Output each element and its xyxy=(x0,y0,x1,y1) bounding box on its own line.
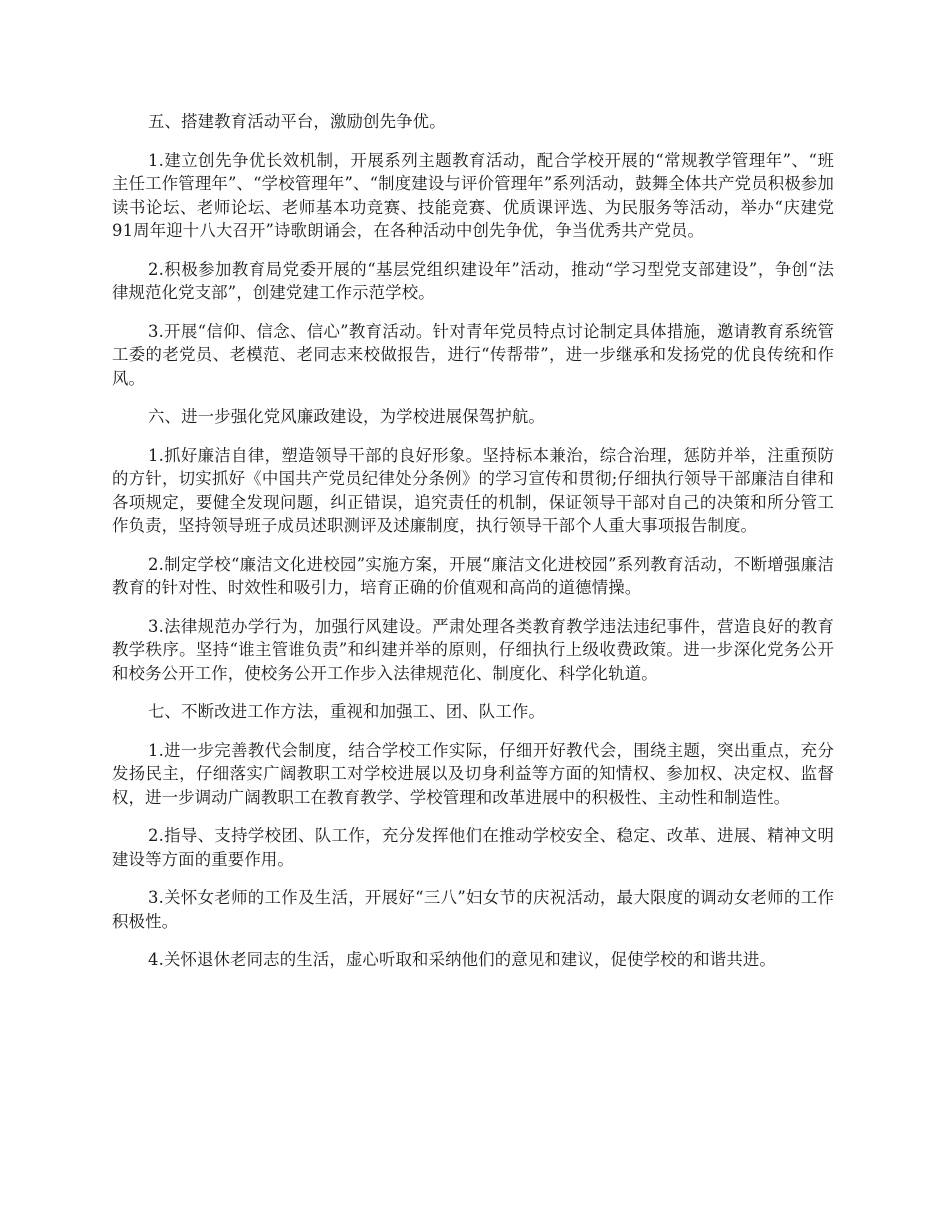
paragraph-7-1: 1.进一步完善教代会制度，结合学校工作实际，仔细开好教代会，围绕主题，突出重点，充分发扬民主，仔细落实广阔教职工对学校进展以及切身利益等方面的知情权、参加权、决定权、监督权，进一步调动广阔教职工在教育教学、学校管理和改革进展中的积极性、主动性和制造性。 xyxy=(112,740,834,807)
paragraph-5-3: 3.开展“信仰、信念、信心”教育活动。针对青年党员特点讨论制定具体措施，邀请教育系统管工委的老党员、老模范、老同志来校做报告，进行“传帮带”，进一步继承和发扬党的优良传统和作风。 xyxy=(112,321,834,388)
paragraph-6-2: 2.制定学校“廉洁文化进校园”实施方案，开展“廉洁文化进校园”系列教育活动，不断增强廉洁教育的针对性、时效性和吸引力，培育正确的价值观和高尚的道德情操。 xyxy=(112,554,834,597)
document-body xyxy=(112,110,834,987)
section-heading-6: 六、进一步强化党风廉政建设，为学校进展保驾护航。 xyxy=(148,407,545,426)
paragraph-6-3: 3.法律规范办学行为，加强行风建设。严肃处理各类教育教学违法违纪事件，营造良好的教育教学秩序。坚持“谁主管谁负责”和纠建并举的原则，仔细执行上级收费政策。进一步深化党务公开和校务公开工作，使校务公开工作步入法律规范化、制度化、科学化轨道。 xyxy=(112,616,834,683)
paragraph-5-1: 1.建立创先争优长效机制，开展系列主题教育活动，配合学校开展的“常规教学管理年”、“班主任工作管理年”、“学校管理年”、“制度建设与评价管理年”系列活动，鼓舞全体共产党员积极参加读书论坛、老师论坛、老师基本功竞赛、技能竞赛、优质课评选、为民服务等活动，举办“庆建党91周年迎十八大召开”诗歌朗诵会，在各种活动中创先争优，争当优秀共产党员。 xyxy=(112,150,834,240)
paragraph-7-2: 2.指导、支持学校团、队工作，充分发挥他们在推动学校安全、稳定、改革、进展、精神文明建设等方面的重要作用。 xyxy=(112,826,834,869)
paragraph-5-2: 2.积极参加教育局党委开展的“基层党组织建设年”活动，推动“学习型党支部建设”，争创“法律规范化党支部”，创建党建工作示范学校。 xyxy=(112,259,834,302)
section-heading-5: 五、搭建教育活动平台，激励创先争优。 xyxy=(148,112,446,131)
paragraph-7-3: 3.关怀女老师的工作及生活，开展好“三八”妇女节的庆祝活动，最大限度的调动女老师的工作积极性。 xyxy=(112,888,834,931)
paragraph-6-1: 1.抓好廉洁自律，塑造领导干部的良好形象。坚持标本兼治，综合治理，惩防并举，注重预防的方针，切实抓好《中国共产党员纪律处分条例》的学习宣传和贯彻;仔细执行领导干部廉洁自律和各项规定，要健全发现问题，纠正错误，追究责任的机制，保证领导干部对自己的决策和所分管工作负责，坚持领导班子成员述职测评及述廉制度，执行领导干部个人重大事项报告制度。 xyxy=(112,445,834,535)
paragraph-7-4: 4.关怀退休老同志的生活，虚心听取和采纳他们的意见和建议，促使学校的和谐共进。 xyxy=(148,950,776,969)
section-heading-7: 七、不断改进工作方法，重视和加强工、团、队工作。 xyxy=(148,702,545,721)
